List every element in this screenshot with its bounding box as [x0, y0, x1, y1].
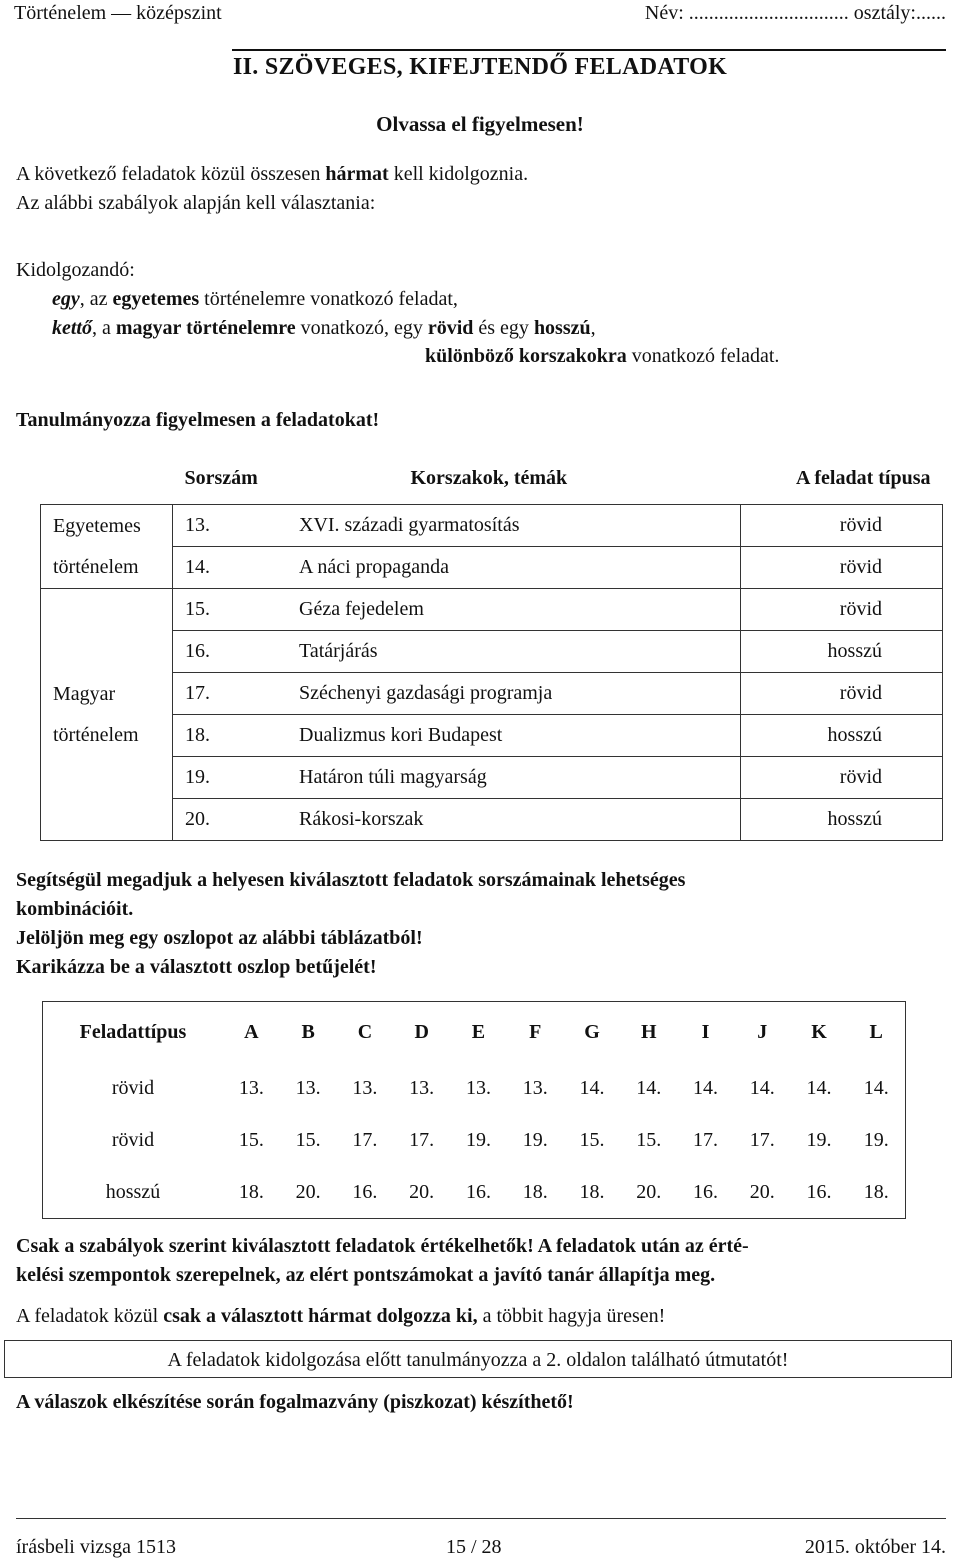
topics-header-row [41, 452, 943, 505]
footer-exam-id: írásbeli vizsga 1513 [16, 1536, 176, 1558]
rule-hungarian: kettő, a magyar történelemre vonatkozó, egy rövid és egy hosszú, [52, 317, 596, 339]
column-letter-l[interactable]: L [869, 1020, 883, 1043]
header-name-class: Név: ................................ osztály:...... [644, 2, 946, 24]
footer-date: 2015. október 14. [804, 1536, 946, 1558]
table-row: 20. Rákosi-korszak hosszú [41, 799, 943, 841]
header-subject: Történelem — középszint [14, 2, 222, 24]
footer-page-number: 15 / 28 [446, 1536, 502, 1558]
combo-header-row [43, 1002, 906, 1063]
table-row: 18. Dualizmus kori Budapest hosszú [41, 715, 943, 757]
header-sorszam: Sorszám [184, 466, 258, 489]
read-carefully-note: Olvassa el figyelmesen! [376, 112, 584, 136]
table-row: Egyetemes történelem 13. XVI. századi gyarmatosítás rövid [41, 505, 943, 547]
column-letter-b[interactable]: B [301, 1020, 315, 1043]
column-letter-c[interactable]: C [357, 1020, 373, 1043]
group-universal: Egyetemes történelem [41, 505, 173, 589]
column-letter-i[interactable]: I [701, 1020, 710, 1043]
column-letter-f[interactable]: F [529, 1020, 542, 1043]
column-letter-k[interactable]: K [811, 1020, 827, 1043]
column-letter-h[interactable]: H [640, 1020, 657, 1043]
combination-table [42, 1001, 906, 1219]
draft-note: A válaszok elkészítése során fogalmazvány (piszkozat) készíthető! [16, 1391, 574, 1413]
combo-header-label: Feladattípus [79, 1020, 187, 1043]
intro-line-1: A következő feladatok közül összesen hármat kell kidolgoznia. [16, 163, 529, 185]
intro-line-3: Kidolgozandó: [16, 259, 135, 281]
section-title: II. SZÖVEGES, KIFEJTENDŐ FELADATOK [232, 54, 728, 80]
page-header [14, 0, 946, 40]
table-row: 17. Széchenyi gazdasági programja rövid [41, 673, 943, 715]
table-row: Magyar történelem 15. Géza fejedelem rövid [41, 589, 943, 631]
combo-row: rövid 13. 13. 13. 13. 13. 13. 14. 14. 14. 14. 14. 14. [111, 1076, 889, 1099]
column-letter-d[interactable]: D [414, 1020, 429, 1043]
rule-universal: egy, az egyetemes történelemre vonatkozó feladat, [52, 288, 458, 310]
rule-periods: különböző korszakokra vonatkozó feladat. [425, 345, 780, 367]
column-letter-a[interactable]: A [244, 1020, 259, 1043]
header-topics: Korszakok, témák [410, 466, 568, 489]
guide-reference-box: A feladatok kidolgozása előtt tanulmányozza a 2. oldalon található útmutatót! [4, 1340, 952, 1378]
choose-three-note: A feladatok közül csak a választott hármat dolgozza ki, a többit hagyja üresen! [16, 1305, 666, 1327]
footer-rule [16, 1518, 946, 1519]
column-letter-j[interactable]: J [757, 1020, 768, 1043]
table-row: 19. Határon túli magyarság rövid [41, 757, 943, 799]
evaluation-note: Csak a szabályok szerint kiválasztott feladatok értékelhetők! A feladatok után az érté- kelési szempontok szerepelnek, az elért pontszámokat a javító tanár állapítja meg. [16, 1235, 749, 1286]
column-letter-e[interactable]: E [471, 1020, 486, 1043]
group-hungarian: Magyar történelem [41, 589, 173, 841]
header-rule [232, 49, 946, 51]
intro-line-2: Az alábbi szabályok alapján kell választania: [16, 192, 376, 214]
help-text: Segítségül megadjuk a helyesen kiválasztott feladatok sorszámainak lehetséges kombinációit. Jelöljön meg egy oszlopot az alábbi táblázatból! Karikázza be a választott oszlop betűjelét! [16, 869, 686, 978]
header-type: A feladat típusa [796, 466, 931, 489]
column-letter-g[interactable]: G [584, 1020, 600, 1043]
combo-row: hosszú 18. 20. 16. 20. 16. 18. 18. 20. 16. 20. 16. 18. [105, 1180, 889, 1203]
study-instruction: Tanulmányozza figyelmesen a feladatokat! [16, 409, 380, 431]
combo-row: rövid 15. 15. 17. 17. 19. 19. 15. 15. 17. 17. 19. 19. [111, 1128, 889, 1151]
table-row: 16. Tatárjárás hosszú [41, 631, 943, 673]
topics-table [40, 452, 943, 841]
table-row: 14. A náci propaganda rövid [41, 547, 943, 589]
